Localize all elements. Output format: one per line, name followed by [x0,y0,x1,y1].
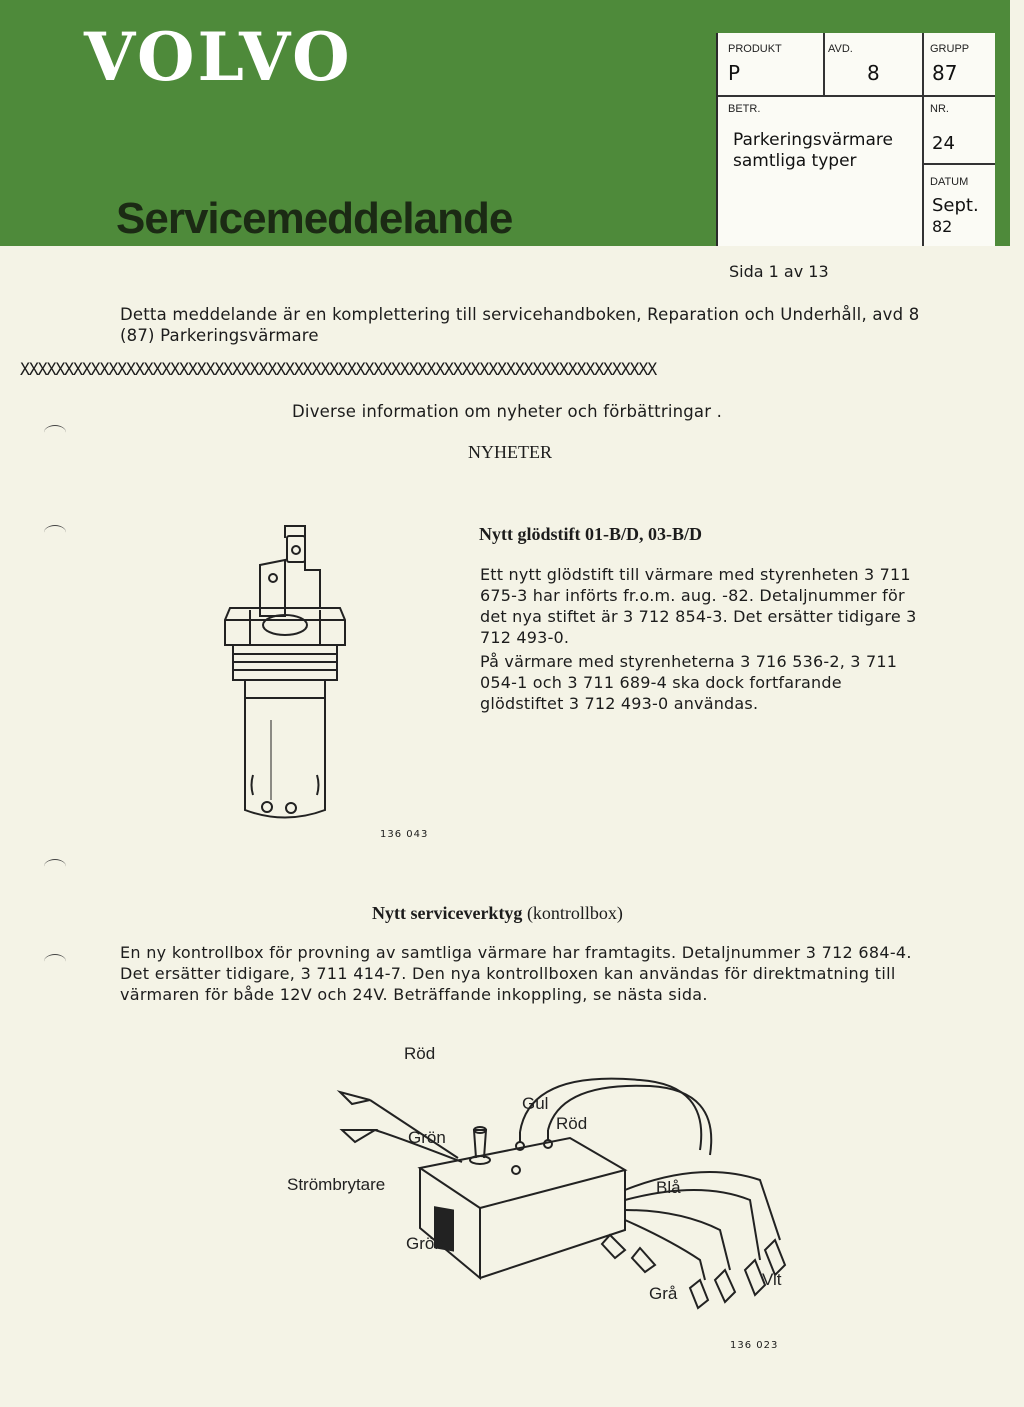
glodstift-paragraph-2: På värmare med styrenheterna 3 716 536-2, 3 711 054-1 och 3 711 689-4 ska dock fortfarande glödstiftet 3 712 493-0 användas. [480,652,898,713]
avd-caption: AVD. [828,43,853,55]
datum-line-2: 82 [932,217,953,236]
intro-paragraph: Detta meddelande är en komplettering till servicehandboken, Reparation och Underhåll, avd 8 (87) Parkeringsvärmare [120,305,920,345]
figure-number: 136 043 [380,829,429,840]
document-info-table [716,33,995,246]
kontrollbox-heading [372,903,623,924]
betr-line-2: samtliga typer [733,151,857,171]
glow-plug-illustration [205,520,365,825]
punch-hole-mark [44,859,66,874]
betr-caption: BETR. [728,103,761,115]
document-type-title: Servicemeddelande [116,194,513,243]
label-gul: Gul [522,1094,549,1113]
label-strombrytare: Strömbrytare [287,1175,386,1194]
control-box-illustration [280,1060,820,1330]
produkt-caption: PRODUKT [728,43,782,55]
kontrollbox-paragraph: En ny kontrollbox för provning av samtliga värmare har framtagits. Detaljnummer 3 712 684-4. Det ersätter tidigare, 3 711 414-7. Den nya kontrollboxen kan användas för direktmatning till värmaren för både 12V och 24V. Beträffande inkoppling, se nästa sida. [120,943,912,1004]
nr-value: 24 [932,133,955,154]
avd-value: 8 [867,61,880,85]
header-band [0,0,1010,246]
label-gron-bottom: Grön [406,1234,444,1253]
label-rod-top: Röd [404,1044,436,1063]
page-number: Sida 1 av 13 [729,262,829,281]
grupp-value: 87 [932,61,958,85]
betr-line-1: Parkeringsvärmare [733,130,893,150]
glodstift-paragraph-1: Ett nytt glödstift till värmare med styrenheten 3 711 675-3 har införts fr.o.m. aug. -82. Detaljnummer för det nya stiftet är 3 712 854-3. Det ersätter tidigare 3 712 493-0. [480,565,917,647]
label-vit: Vit [762,1270,782,1289]
punch-hole-mark [44,525,66,540]
glodstift-heading: Nytt glödstift 01-B/D, 03-B/D [479,524,702,544]
label-gron-top: Grön [408,1128,446,1147]
grupp-caption: GRUPP [930,43,970,55]
divider [718,95,995,97]
nr-caption: NR. [930,103,949,115]
label-rod-right: Röd [556,1114,588,1133]
kontrollbox-heading-bold: Nytt serviceverktyg [372,903,523,923]
datum-line-1: Sept. [932,195,979,216]
label-bla: Blå [656,1178,681,1197]
volvo-logo: VOLVO [84,18,353,96]
punch-hole-mark [44,954,66,969]
diverse-info-line: Diverse information om nyheter och förbättringar . [292,402,723,421]
produkt-value: P [728,61,741,85]
divider [922,33,924,95]
divider [922,95,924,246]
figure-number: 136 023 [730,1340,779,1351]
divider [922,163,995,165]
kontrollbox-heading-normal: (kontrollbox) [526,903,623,923]
label-gra: Grå [649,1284,678,1303]
datum-caption: DATUM [930,176,969,188]
punch-hole-mark [44,425,66,440]
divider [823,33,825,95]
separator-line: XXXXXXXXXXXXXXXXXXXXXXXXXXXXXXXXXXXXXXXXXXXXXXXXXXXXXXXXXXXXXXXXXXXXXXXX [20,360,657,379]
section-heading: NYHETER [468,442,552,462]
